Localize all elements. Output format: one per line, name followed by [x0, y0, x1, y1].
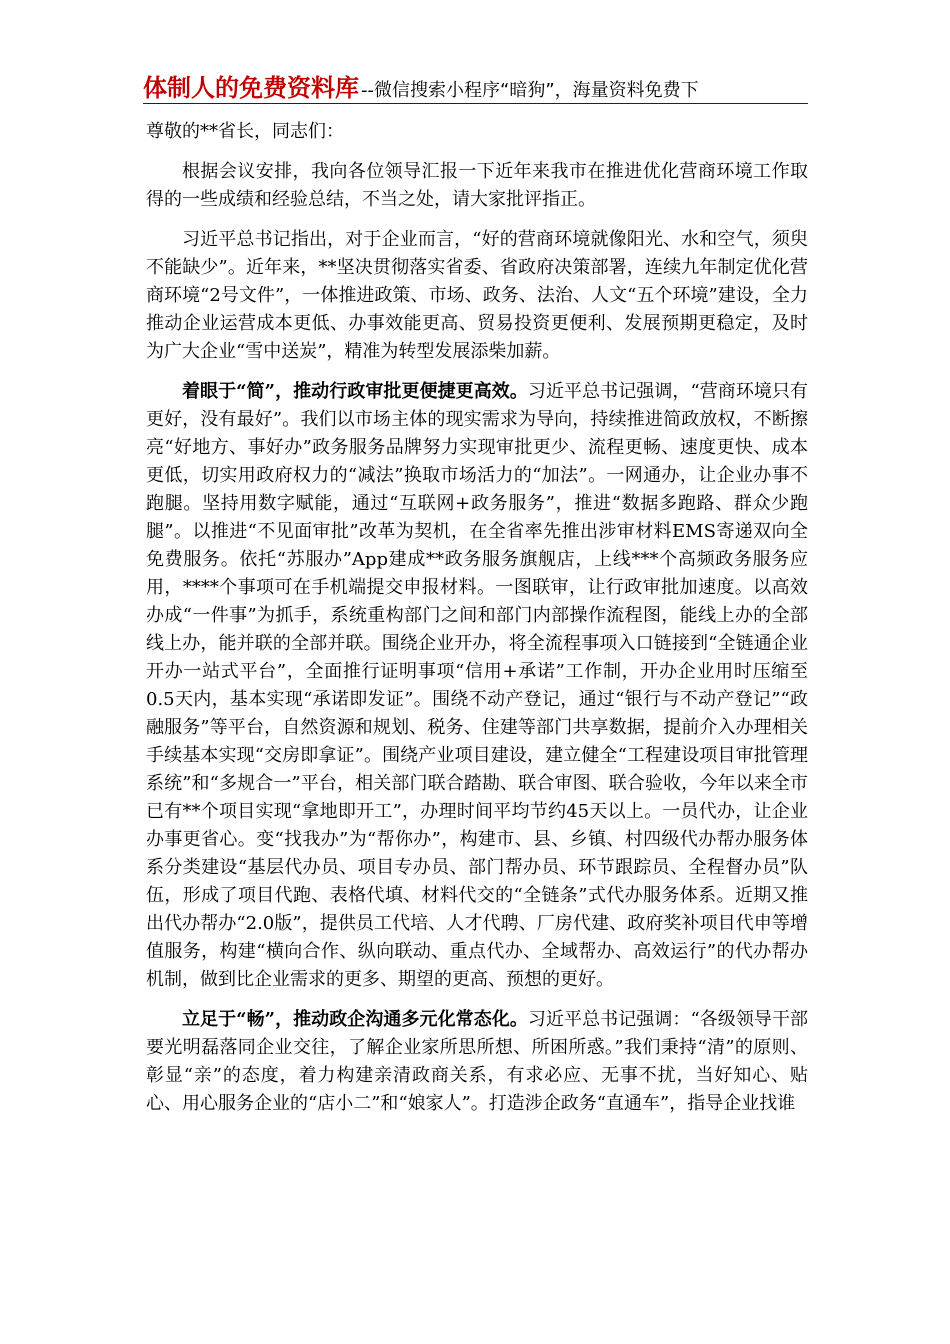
paragraph-text: 习近平总书记强调，“营商环境只有更好，没有最好”。我们以市场主体的现实需求为导向，持续推进简政放权，不断擦亮“好地方、事好办”政务服务品牌努力实现审批更少、流程更畅、速度更快、成本更低，切实用政府权力的“减法”换取市场活力的“加法”。一网通办，让企业办事不跑腿。坚持用数字赋能，通过“互联网+政务服务”，推进“数据多跑路、群众少跑腿”。以推进“不见面审批”改革为契机，在全省率先推出涉审材料EMS寄递双向全免费服务。依托“苏服办”App建成**政务服务旗舰店，上线***个高频政务服务应用，****个事项可在手机端提交申报材料。一图联审，让行政审批加速度。以高效办成“一件事”为抓手，系统重构部门之间和部门内部操作流程图，能线上办的全部线上办，能并联的全部并联。围绕企业开办，将全流程事项入口链接到“全链通企业开办一站式平台”，全面推行证明事项“信用+承诺”工作制，开办企业用时压缩至0.5天内，基本实现“承诺即发证”。围绕不动产登记，通过“银行与不动产登记”“政融服务”等平台，自然资源和规划、税务、住建等部门共享数据，提前介入办理相关手续基本实现“交房即拿证”。围绕产业项目建设，建立健全“工程建设项目审批管理系统”和“多规合一”平台，相关部门联合踏勘、联合审图、联合验收，今年以来全市已有**个项目实现“拿地即开工”，办理时间平均节约45天以上。一员代办，让企业办事更省心。变“找我办”为“帮你办”，构建市、县、乡镇、村四级代办帮办服务体系分类建设“基层代办员、项目专办员、部门帮办员、环节跟踪员、全程督办员”队伍，形成了项目代跑、表格代填、材料代交的“全链条”式代办服务体系。近期又推出代办帮办“2.0版”，提供员工代培、人才代聘、厂房代建、政府奖补项目代申等增值服务，构建“横向合作、纵向联动、重点代办、全域帮办、高效运行”的代办帮办机制，做到比企业需求的更多、期望的更高、预想的更好。: [146, 381, 808, 990]
page-header: [143, 68, 808, 104]
paragraph-text: 习近平总书记指出，对于企业而言，“好的营商环境就像阳光、水和空气，须臾不能缺少”。近年来，**坚决贯彻落实省委、省政府决策部署，连续九年制定优化营商环境“2号文件”，一体推进政策、市场、政务、法治、人文“五个环境”建设，全力推动企业运营成本更低、办事效能更高、贸易投资更便利、发展预期更稳定，及时为广大企业“雪中送炭”，精准为转型发展添柴加薪。: [146, 229, 808, 362]
document-body: [146, 118, 808, 1130]
salutation: 尊敬的**省长，同志们：: [146, 121, 344, 142]
header-tagline: --微信搜索小程序“暗狗”，海量资料免费下: [361, 80, 699, 101]
paragraph-heading: 立足于“畅”，推动政企沟通多元化常态化。: [182, 1009, 528, 1030]
paragraph-text: 习近平总书记强调：“各级领导干部要光明磊落同企业交往，了解企业家所思所想、所困所惑。”我们秉持“清”的原则、彰显“亲”的态度，着力构建亲清政商关系，有求必应、无事不扰，当好知心、贴心、用心服务企业的“店小二”和“娘家人”。打造涉企政务“直通车”，指导企业找谁: [146, 1009, 808, 1114]
paragraph-text: 根据会议安排，我向各位领导汇报一下近年来我市在推进优化营商环境工作取得的一些成绩和经验总结，不当之处，请大家批评指正。: [146, 161, 808, 210]
paragraph-heading: 着眼于“简”，推动行政审批更便捷更高效。: [182, 381, 528, 402]
header-brand[interactable]: 体制人的免费资料库: [143, 74, 359, 102]
paragraph-simplify: [146, 378, 808, 994]
paragraph-communication: [146, 1006, 808, 1118]
paragraph-intro: [146, 158, 808, 214]
paragraph-overview: [146, 226, 808, 366]
